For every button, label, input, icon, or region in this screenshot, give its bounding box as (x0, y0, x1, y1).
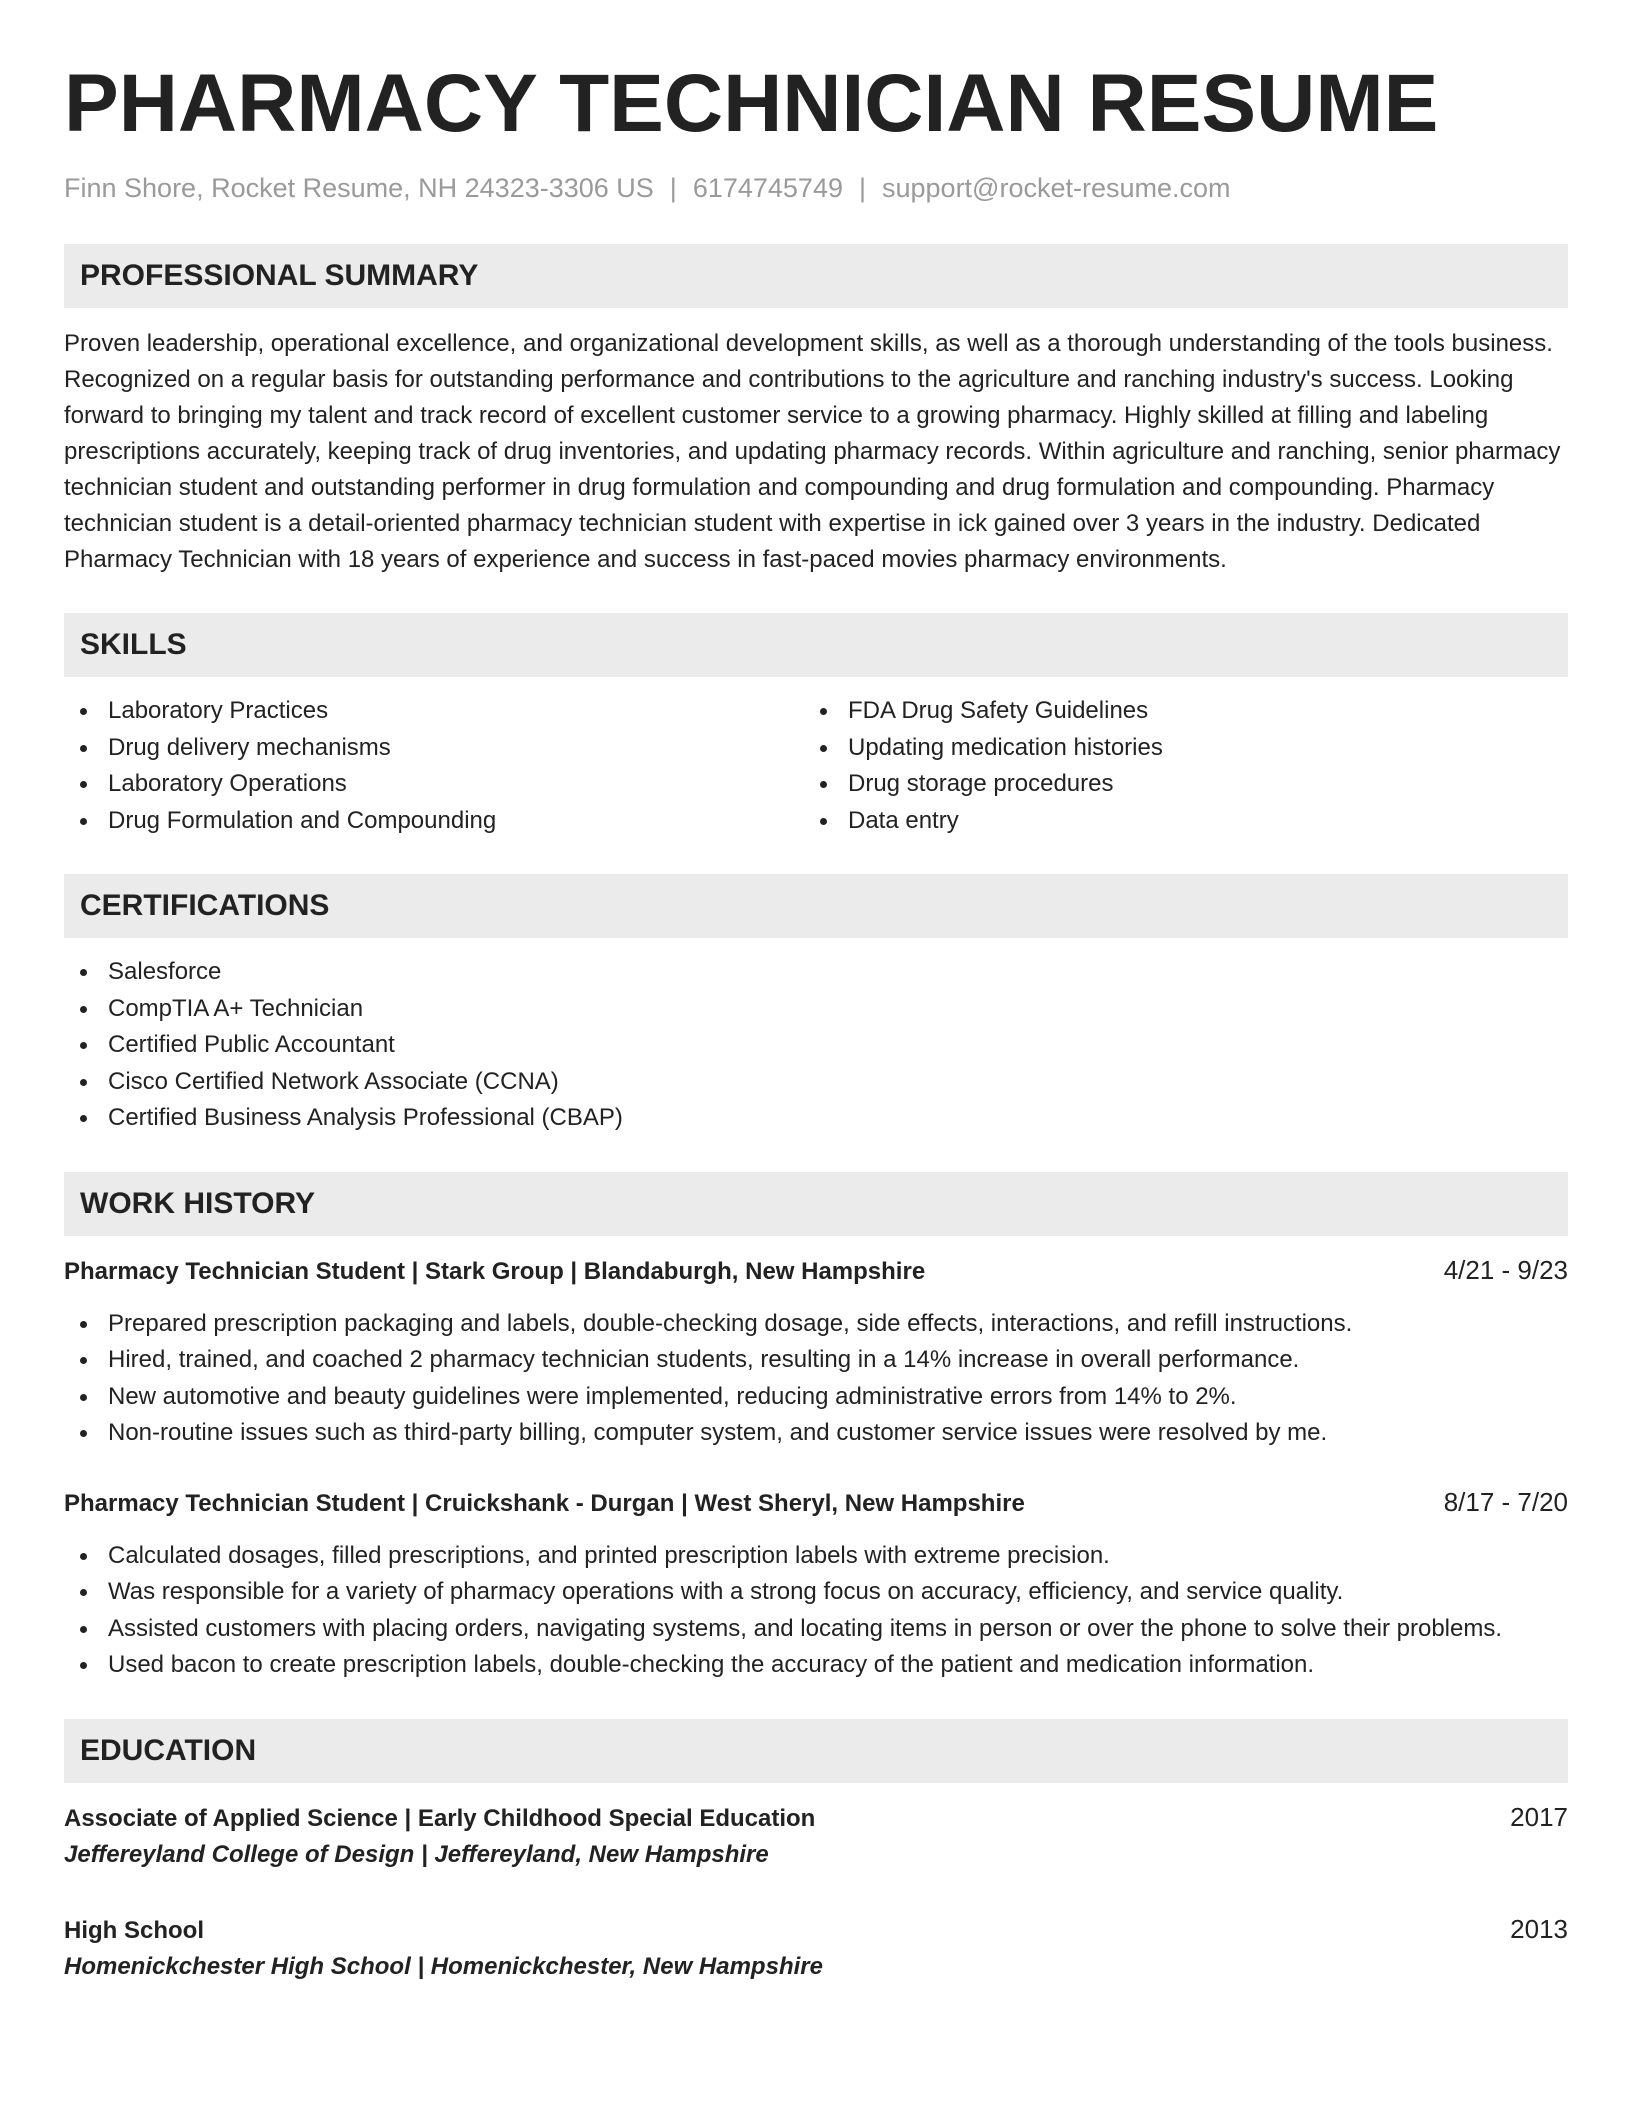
job-bullet: Non-routine issues such as third-party billing, computer system, and customer service issues were resolved by me. (64, 1415, 1568, 1452)
degree-title: Associate of Applied Science | Early Childhood Special Education (64, 1804, 816, 1832)
job-dates: 8/17 - 7/20 (1443, 1486, 1568, 1517)
graduation-year: 2017 (1510, 1801, 1568, 1832)
job-bullet: Calculated dosages, filled prescriptions, and printed prescription labels with extreme precision. (64, 1538, 1568, 1575)
education-header (64, 1911, 1568, 1949)
certification-item: Cisco Certified Network Associate (CCNA) (64, 1064, 1568, 1101)
school-name: Homenickchester High School | Homenickchester, New Hampshire (64, 1952, 823, 1980)
page-title: PHARMACY TECHNICIAN RESUME (64, 58, 1439, 149)
job-dates: 4/21 - 9/23 (1443, 1254, 1568, 1285)
skill-item: Drug delivery mechanisms (64, 730, 804, 767)
summary-text: Proven leadership, operational excellence, and organizational development skills, as well as a thorough understanding of the tools business. Recognized on a regular basis for outstanding performance and contributions to the agriculture and ranching industry's success. Looking forward to bringing my talent and track record of excellent customer service to a growing pharmacy. Highly skilled at filling and labeling prescriptions accurately, keeping track of drug inventories, and updating pharmacy records. Within agriculture and ranching, senior pharmacy technician student and outstanding performer in drug formulation and compounding and drug formulation and compounding. Pharmacy technician student is a detail-oriented pharmacy technician student with expertise in ick gained over 3 years in the industry. Dedicated Pharmacy Technician with 18 years of experience and success in fast-paced movies pharmacy environments. (64, 330, 1561, 573)
job-bullet: Assisted customers with placing orders, navigating systems, and locating items in person or over the phone to solve their problems. (64, 1611, 1568, 1648)
skill-item: Data entry (804, 803, 1544, 840)
skill-item: FDA Drug Safety Guidelines (804, 693, 1544, 730)
school-name: Jeffereyland College of Design | Jeffereyland, New Hampshire (64, 1840, 769, 1868)
job-bullet: New automotive and beauty guidelines were implemented, reducing administrative errors from 14% to 2%. (64, 1379, 1568, 1416)
skills-heading: SKILLS (64, 613, 1568, 677)
summary-heading: PROFESSIONAL SUMMARY (64, 244, 1568, 308)
education-entry (64, 1911, 1568, 1985)
education-heading: EDUCATION (64, 1719, 1568, 1783)
summary-section (64, 244, 1568, 578)
certification-item: Salesforce (64, 954, 1568, 991)
contact-line (64, 170, 1568, 206)
certification-item: CompTIA A+ Technician (64, 991, 1568, 1028)
contact-address: Finn Shore, Rocket Resume, NH 24323-3306 US (64, 173, 654, 203)
work-history-heading: WORK HISTORY (64, 1172, 1568, 1236)
job-bullet: Was responsible for a variety of pharmacy operations with a strong focus on accuracy, efficiency, and service quality. (64, 1574, 1568, 1611)
contact-separator: | (858, 173, 866, 203)
skill-item: Laboratory Operations (64, 766, 804, 803)
skill-item: Drug Formulation and Compounding (64, 803, 804, 840)
certification-item: Certified Public Accountant (64, 1027, 1568, 1064)
degree-title: High School (64, 1916, 204, 1944)
skill-item: Updating medication histories (804, 730, 1544, 767)
education-header (64, 1799, 1568, 1837)
job-bullet: Used bacon to create prescription labels, double-checking the accuracy of the patient and medication information. (64, 1647, 1568, 1684)
graduation-year: 2013 (1510, 1913, 1568, 1944)
job-bullet: Prepared prescription packaging and labels, double-checking dosage, side effects, interactions, and refill instructions. (64, 1306, 1568, 1343)
job-entry (64, 1252, 1568, 1452)
skill-item: Laboratory Practices (64, 693, 804, 730)
skill-item: Drug storage procedures (804, 766, 1544, 803)
skills-grid (64, 693, 1568, 839)
job-entry (64, 1484, 1568, 1684)
skills-column-right (804, 693, 1544, 839)
work-history-section (64, 1172, 1568, 1684)
certifications-heading: CERTIFICATIONS (64, 874, 1568, 938)
certification-item: Certified Business Analysis Professional (CBAP) (64, 1100, 1568, 1137)
skills-section (64, 613, 1568, 839)
skills-column-left (64, 693, 804, 839)
job-bullet: Hired, trained, and coached 2 pharmacy technician students, resulting in a 14% increase in overall performance. (64, 1342, 1568, 1379)
job-header (64, 1252, 1568, 1290)
job-title: Pharmacy Technician Student | Cruickshank - Durgan | West Sheryl, New Hampshire (64, 1489, 1025, 1517)
certifications-section (64, 874, 1568, 1137)
education-entry (64, 1799, 1568, 1873)
contact-separator: | (669, 173, 677, 203)
job-title: Pharmacy Technician Student | Stark Group | Blandaburgh, New Hampshire (64, 1257, 926, 1285)
education-section (64, 1719, 1568, 1985)
contact-email: support@rocket-resume.com (882, 173, 1231, 203)
contact-phone: 6174745749 (692, 173, 843, 203)
job-header (64, 1484, 1568, 1522)
